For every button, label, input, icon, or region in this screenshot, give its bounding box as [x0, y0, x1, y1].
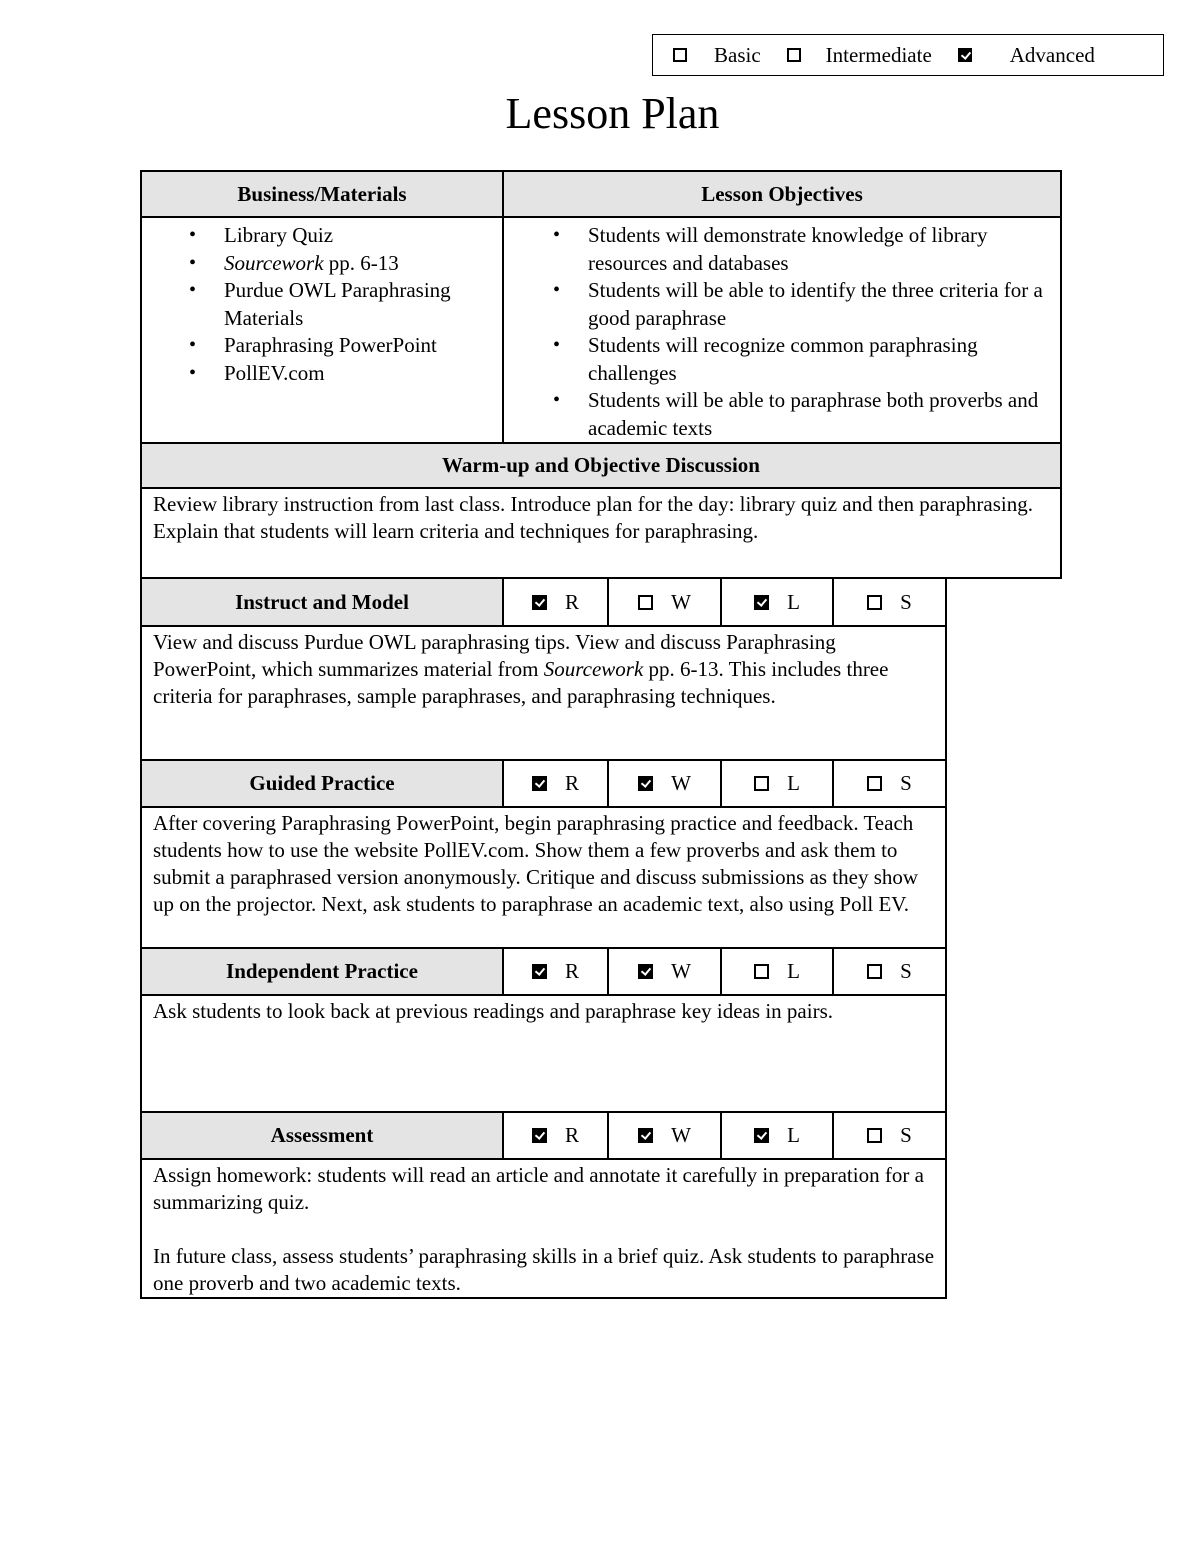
materials-header: Business/Materials	[141, 171, 503, 217]
level-label: Intermediate	[825, 42, 932, 67]
instruct-text-b: pp. 6-13. This includes three criteria for paraphrases, sample paraphrases, and paraphrasing techniques.	[153, 657, 889, 708]
independent-text: Ask students to look back at previous readings and paraphrase key ideas in pairs.	[141, 995, 946, 1112]
skill-label: R	[564, 771, 579, 795]
skill-listening	[721, 760, 833, 807]
list-item: • Students will be able to paraphrase both proverbs and academic texts	[588, 387, 1060, 442]
skill-writing	[608, 760, 721, 807]
skill-writing	[608, 578, 721, 626]
list-item: • Students will be able to identify the three criteria for a good paraphrase	[588, 277, 1060, 332]
list-item: • Library Quiz	[224, 222, 502, 250]
list-item: • Students will recognize common paraphrasing challenges	[588, 332, 1060, 387]
checkbox-icon[interactable]	[867, 1128, 882, 1143]
skill-reading	[503, 1112, 608, 1159]
checkbox-icon[interactable]	[787, 48, 801, 62]
skill-reading	[503, 948, 608, 995]
checkbox-icon[interactable]	[867, 776, 882, 791]
skill-speaking	[833, 948, 946, 995]
skill-label: R	[564, 589, 579, 614]
checkbox-icon[interactable]	[754, 964, 769, 979]
objectives-cell	[503, 217, 1061, 443]
list-item: • Sourcework pp. 6-13	[224, 250, 502, 278]
skill-label: L	[787, 1123, 800, 1147]
level-intermediate[interactable]	[787, 43, 932, 68]
book-title: Sourcework	[543, 657, 644, 681]
assessment-text	[141, 1159, 946, 1298]
skill-label: R	[564, 1123, 579, 1147]
checkbox-icon[interactable]	[754, 776, 769, 791]
skill-label: S	[900, 1123, 912, 1147]
checked-checkbox-icon[interactable]	[754, 1128, 769, 1143]
page-title: Lesson Plan	[505, 89, 720, 138]
assessment-future: In future class, assess students’ paraphrasing skills in a brief quiz. Ask students to paraphrase one proverb and two academic texts.	[153, 1244, 935, 1295]
skill-reading	[503, 760, 608, 807]
instruct-text	[141, 626, 946, 760]
guided-text: After covering Paraphrasing PowerPoint, begin paraphrasing practice and feedback. Teach students how to use the website PollEV.com. Show them a few proverbs and ask them to submit a paraphrased version anonymously. Critique and discuss submissions as they show up on the projector. Next, ask students to paraphrase an academic text, also using Poll EV.	[141, 807, 946, 948]
checkbox-icon[interactable]	[638, 595, 653, 610]
warmup-header: Warm-up and Objective Discussion	[141, 443, 1061, 488]
checked-checkbox-icon[interactable]	[532, 776, 547, 791]
skill-reading	[503, 578, 608, 626]
checkbox-icon[interactable]	[867, 595, 882, 610]
lesson-plan-table	[140, 170, 1062, 1299]
checked-checkbox-icon[interactable]	[638, 1128, 653, 1143]
skill-writing	[608, 948, 721, 995]
independent-header: Independent Practice	[141, 948, 503, 995]
checked-checkbox-icon[interactable]	[638, 964, 653, 979]
list-item: • Paraphrasing PowerPoint	[224, 332, 502, 360]
skill-speaking	[833, 578, 946, 626]
skill-label: W	[671, 771, 691, 795]
skill-speaking	[833, 760, 946, 807]
skill-listening	[721, 948, 833, 995]
materials-list	[142, 222, 502, 387]
list-item: • Purdue OWL Paraphrasing Materials	[224, 277, 502, 332]
checked-checkbox-icon[interactable]	[638, 776, 653, 791]
skill-listening	[721, 578, 833, 626]
skill-label: S	[900, 959, 912, 983]
warmup-text: Review library instruction from last class. Introduce plan for the day: library quiz and then paraphrasing. Explain that students will learn criteria and techniques for paraphrasing.	[141, 488, 1061, 578]
list-item: • PollEV.com	[224, 360, 502, 388]
skill-listening	[721, 1112, 833, 1159]
assessment-header: Assessment	[141, 1112, 503, 1159]
skill-label: W	[671, 1123, 691, 1147]
skill-label: L	[787, 959, 800, 983]
guided-header: Guided Practice	[141, 760, 503, 807]
skill-label: W	[671, 589, 691, 614]
materials-cell	[141, 217, 503, 443]
assessment-homework: Assign homework: students will read an article and annotate it carefully in preparation for a summarizing quiz.	[153, 1163, 924, 1214]
instruct-header: Instruct and Model	[141, 578, 503, 626]
checked-checkbox-icon[interactable]	[532, 1128, 547, 1143]
checked-checkbox-icon[interactable]	[532, 595, 547, 610]
level-advanced[interactable]	[958, 43, 1095, 68]
level-label: Advanced	[1009, 42, 1095, 67]
checkbox-icon[interactable]	[867, 964, 882, 979]
skill-speaking	[833, 1112, 946, 1159]
proficiency-level-box	[652, 34, 1164, 76]
level-label: Basic	[714, 42, 761, 67]
checked-checkbox-icon[interactable]	[958, 48, 972, 62]
book-title: Sourcework	[224, 250, 324, 275]
objectives-header: Lesson Objectives	[503, 171, 1061, 217]
checkbox-icon[interactable]	[673, 48, 687, 62]
skill-label: S	[900, 771, 912, 795]
skill-writing	[608, 1112, 721, 1159]
level-basic[interactable]	[673, 43, 761, 68]
instruct-text-a: View and discuss Purdue OWL paraphrasing tips. View and discuss Paraphrasing PowerPoint, which summarizes material from	[153, 630, 836, 681]
skill-label: L	[787, 589, 800, 614]
checked-checkbox-icon[interactable]	[532, 964, 547, 979]
skill-label: S	[900, 589, 912, 614]
objectives-list	[504, 222, 1060, 442]
skill-label: W	[671, 959, 691, 983]
skill-label: L	[787, 771, 800, 795]
checked-checkbox-icon[interactable]	[754, 595, 769, 610]
list-item: • Students will demonstrate knowledge of library resources and databases	[588, 222, 1060, 277]
skill-label: R	[564, 959, 579, 983]
